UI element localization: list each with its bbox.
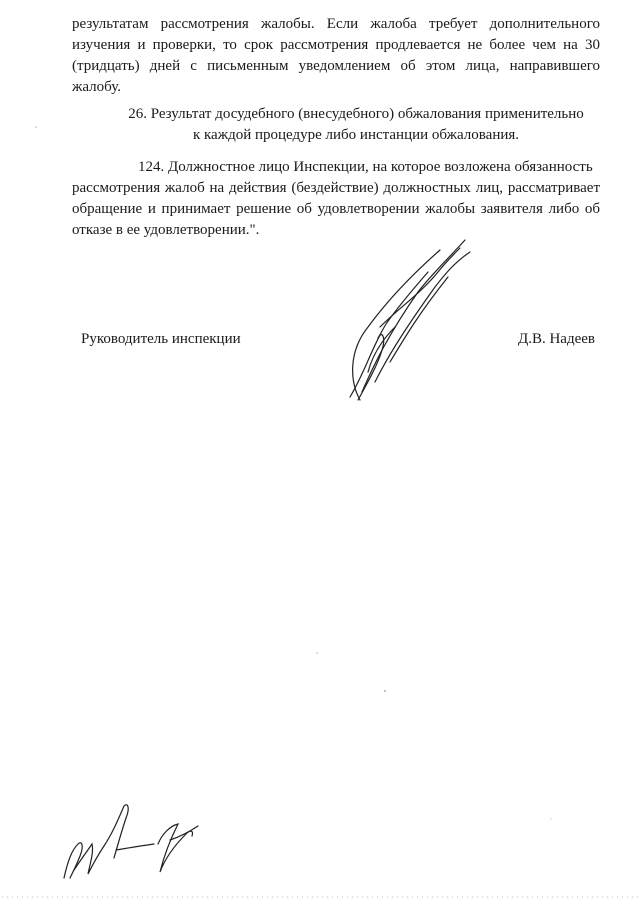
scan-edge-noise <box>0 895 640 899</box>
text-line: результатам рассмотрения жалобы. Если жалоба требует дополнительного <box>72 16 600 32</box>
text-line: жалобу. <box>72 79 121 95</box>
text-line: (тридцать) дней с письменным уведомлением об этом лица, направившего <box>72 58 600 74</box>
text-line: обращение и принимает решение об удовлетворении жалобы заявителя либо об <box>72 201 600 217</box>
heading-line: 26. Результат досудебного (внесудебного) обжалования применительно <box>128 106 584 122</box>
position-title: Руководитель инспекции <box>81 331 241 347</box>
text-line: 124. Должностное лицо Инспекции, на которое возложена обязанность <box>138 159 593 175</box>
text-line: рассмотрения жалоб на действия (бездействие) должностных лиц, рассматривает <box>72 180 600 196</box>
text-line: отказе в ее удовлетворении.". <box>72 222 260 238</box>
heading-line: к каждой процедуре либо инстанции обжалования. <box>192 127 520 143</box>
text-line: изучения и проверки, то срок рассмотрения продлевается не более чем на 30 <box>72 37 600 53</box>
signer-name: Д.В. Надеев <box>517 331 595 347</box>
